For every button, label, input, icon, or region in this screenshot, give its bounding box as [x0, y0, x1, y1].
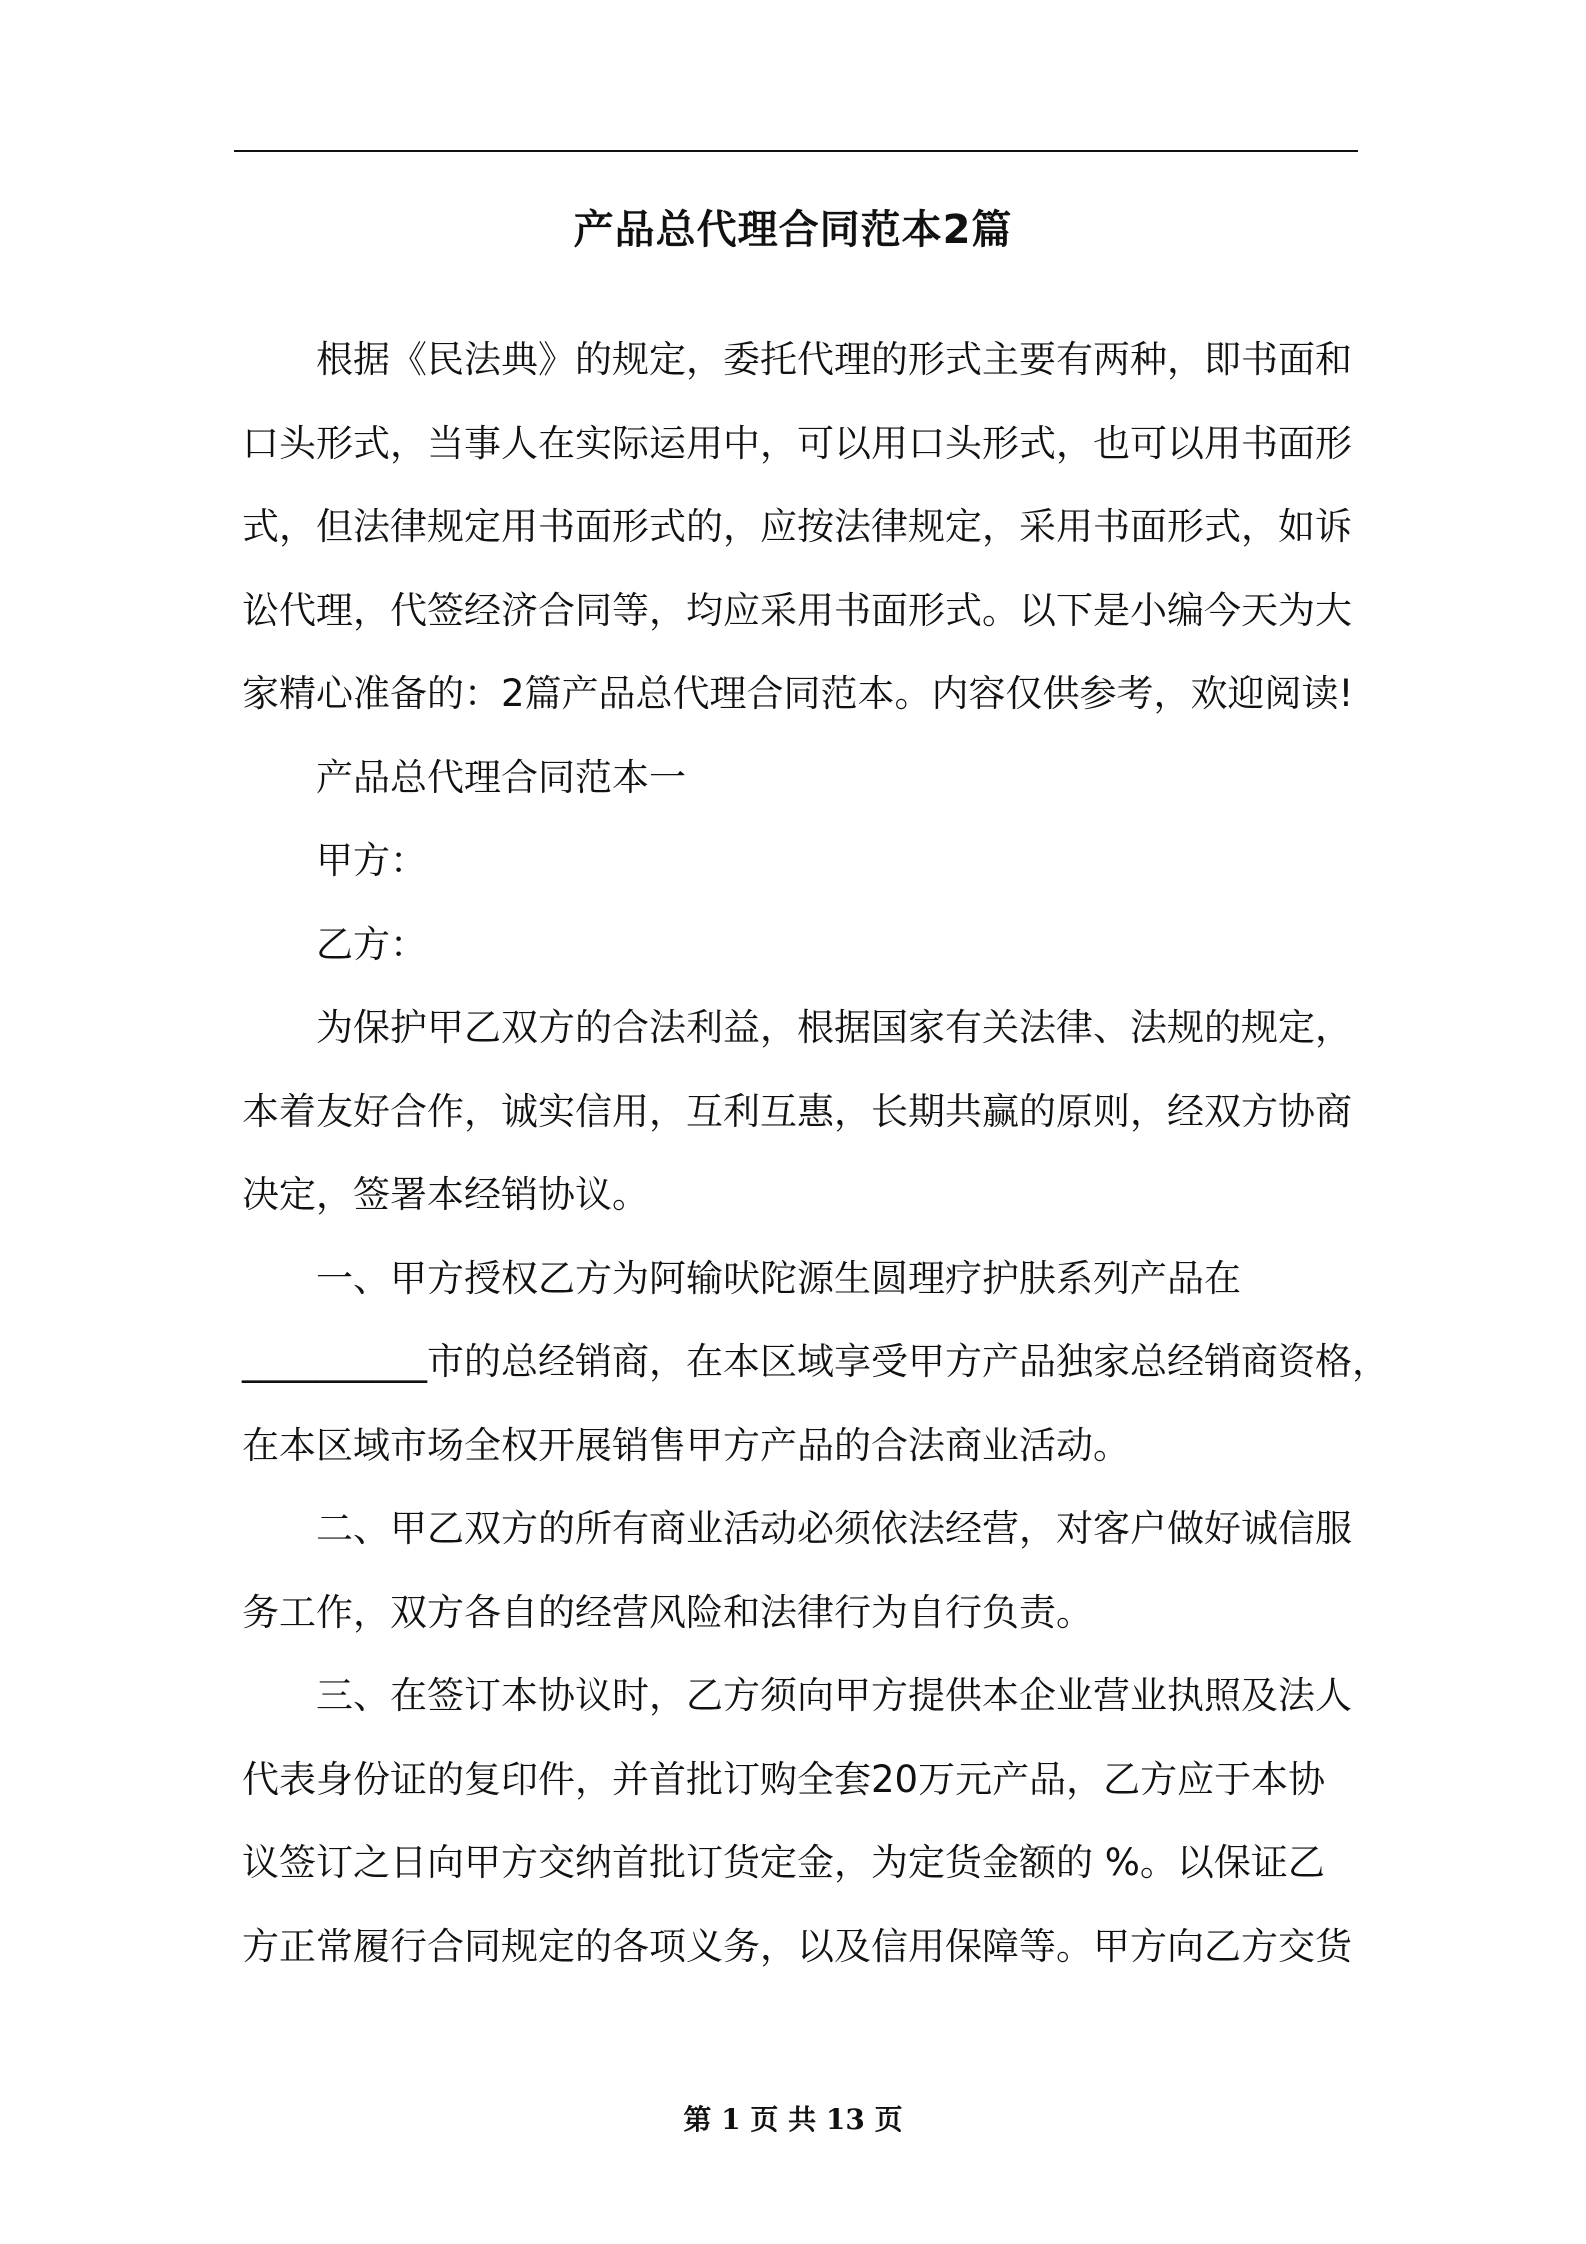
party-a-label: 甲方： [316, 839, 427, 882]
clause-line: __________市的总经销商，在本区域享受甲方产品独家总经销商资格， [242, 1340, 1389, 1383]
clause-line: 一、甲方授权乙方为阿输吠陀源生圆理疗护肤系列产品在 [316, 1256, 1241, 1300]
clause-line: 二、甲乙双方的所有商业活动必须依法经营，对客户做好诚信服 [316, 1507, 1352, 1550]
clause-line: 务工作，双方各自的经营风险和法律行为自行负责。 [242, 1590, 1093, 1634]
paragraph-line: 式，但法律规定用书面形式的，应按法律规定，采用书面形式，如诉 [242, 505, 1352, 548]
document-title: 产品总代理合同范本2篇 [573, 207, 1013, 253]
paragraph-line: 为保护甲乙双方的合法利益，根据国家有关法律、法规的规定， [316, 1006, 1352, 1049]
paragraph-line: 本着友好合作，诚实信用，互利互惠，长期共赢的原则，经双方协商 [242, 1089, 1352, 1133]
paragraph-line: 家精心准备的：2篇产品总代理合同范本。内容仅供参考，欢迎阅读! [242, 672, 1354, 715]
paragraph-line: 讼代理，代签经济合同等，均应采用书面形式。以下是小编今天为大 [242, 588, 1352, 632]
header-rule [234, 150, 1358, 152]
clause-line: 三、在签订本协议时，乙方须向甲方提供本企业营业执照及法人 [316, 1674, 1352, 1717]
paragraph-line: 根据《民法典》的规定，委托代理的形式主要有两种，即书面和 [316, 338, 1352, 381]
clause-line: 方正常履行合同规定的各项义务，以及信用保障等。甲方向乙方交货 [242, 1924, 1352, 1968]
clause-line: 议签订之日向甲方交纳首批订货定金，为定货金额的 %。以保证乙 [242, 1841, 1325, 1884]
page-footer: 第 1 页 共 13 页 [683, 2103, 903, 2136]
clause-line: 在本区域市场全权开展销售甲方产品的合法商业活动。 [242, 1423, 1130, 1467]
document-body [242, 318, 1389, 1988]
paragraph-line: 决定，签署本经销协议。 [242, 1173, 649, 1216]
party-b-label: 乙方： [316, 922, 427, 966]
paragraph-line: 口头形式，当事人在实际运用中，可以用口头形式，也可以用书面形 [242, 421, 1352, 465]
section-heading: 产品总代理合同范本一 [316, 755, 686, 799]
clause-line: 代表身份证的复印件，并首批订购全套20万元产品，乙方应于本协 [242, 1757, 1326, 1801]
